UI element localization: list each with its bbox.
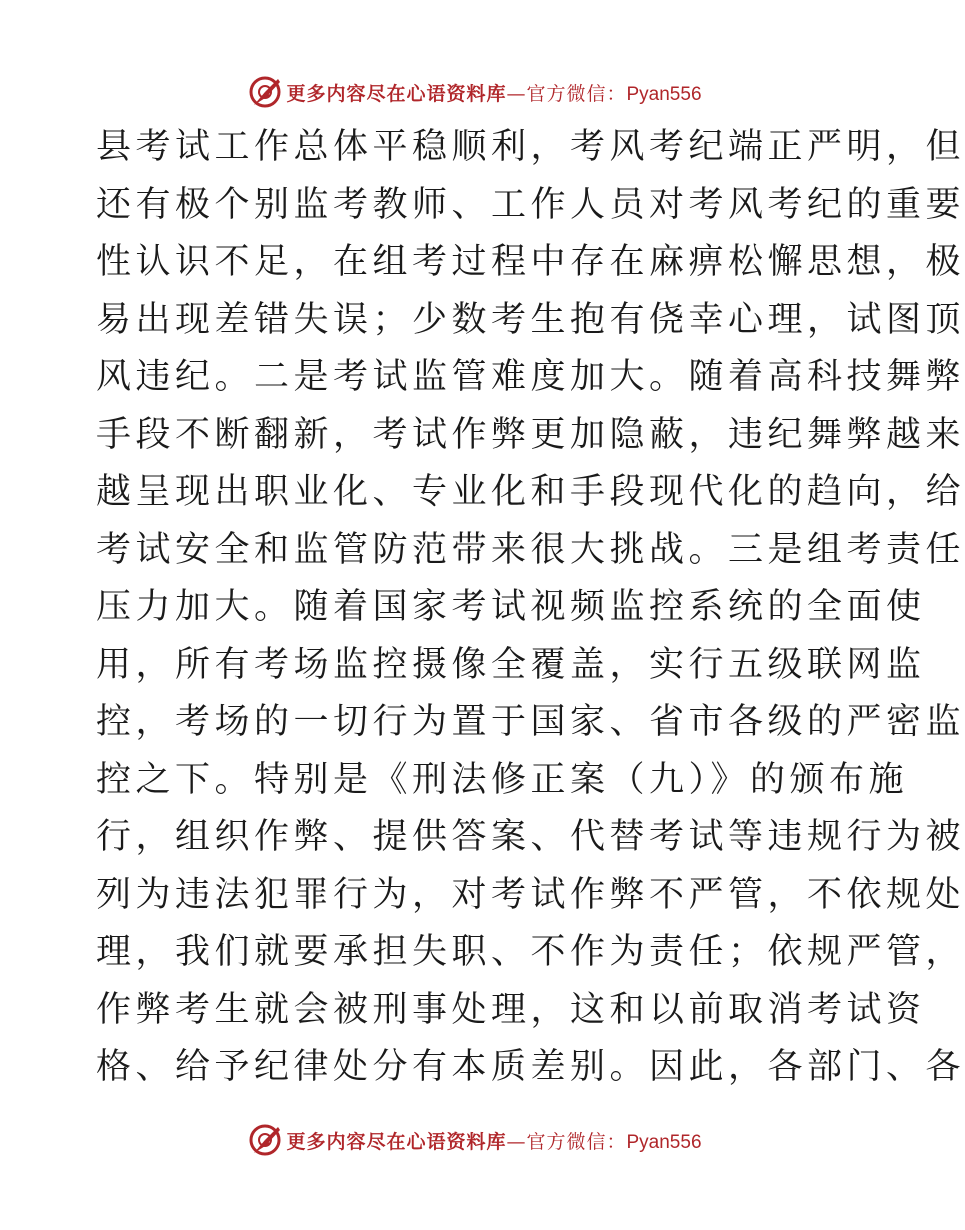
banner-wechat-id: Pyan556	[626, 83, 702, 105]
pen-nib-logo-icon	[248, 75, 282, 109]
body-text-line: 作弊考生就会被刑事处理，这和以前取消考试资	[96, 989, 926, 1030]
pen-nib-logo-icon	[248, 1123, 282, 1157]
body-text-line: 列为违法犯罪行为，对考试作弊不严管，不依规处	[96, 874, 965, 915]
body-text-line: 风违纪。二是考试监管难度加大。随着高科技舞弊	[96, 357, 965, 397]
body-text-line: 控之下。特别是《刑法修正案（九）》的颁布施	[96, 759, 909, 800]
banner-text	[286, 1127, 701, 1154]
header-banner	[0, 72, 950, 112]
body-text-line: 手段不断翻新，考试作弊更加隐蔽，违纪舞弊越来	[96, 414, 965, 455]
banner-separator: —	[506, 1130, 527, 1153]
body-text-line: 还有极个别监考教师、工作人员对考风考纪的重要	[96, 184, 965, 225]
banner-wechat-id: Pyan556	[626, 1131, 702, 1153]
banner-slogan: 更多内容尽在心语资料库	[286, 1130, 507, 1153]
banner-text	[286, 79, 701, 106]
banner-contact-label: 官方微信：	[526, 1130, 627, 1153]
body-text-line: 易出现差错失误；少数考生抱有侥幸心理，试图顶	[96, 299, 965, 340]
body-text-line: 性认识不足，在组考过程中存在麻痹松懈思想，极	[96, 242, 965, 282]
body-text-line: 县考试工作总体平稳顺利，考风考纪端正严明，但	[96, 127, 965, 167]
banner-slogan: 更多内容尽在心语资料库	[286, 82, 507, 105]
banner-separator: —	[506, 82, 527, 105]
banner-contact-label: 官方微信：	[526, 82, 627, 105]
footer-banner	[0, 1120, 950, 1160]
body-text-line: 行，组织作弊、提供答案、代替考试等违规行为被	[96, 817, 965, 857]
document-body	[96, 119, 965, 1097]
body-text-line: 考试安全和监管防范带来很大挑战。三是组考责任	[96, 529, 965, 570]
body-text-line: 格、给予纪律处分有本质差别。因此，各部门、各	[96, 1047, 965, 1087]
body-text-line: 用，所有考场监控摄像全覆盖，实行五级联网监	[96, 644, 926, 685]
body-text-line: 理，我们就要承担失职、不作为责任；依规严管，	[96, 932, 965, 972]
body-text-line: 压力加大。随着国家考试视频监控系统的全面使	[96, 587, 926, 627]
body-text-line: 控，考场的一切行为置于国家、省市各级的严密监	[96, 702, 965, 742]
body-text-line: 越呈现出职业化、专业化和手段现代化的趋向，给	[96, 472, 965, 512]
